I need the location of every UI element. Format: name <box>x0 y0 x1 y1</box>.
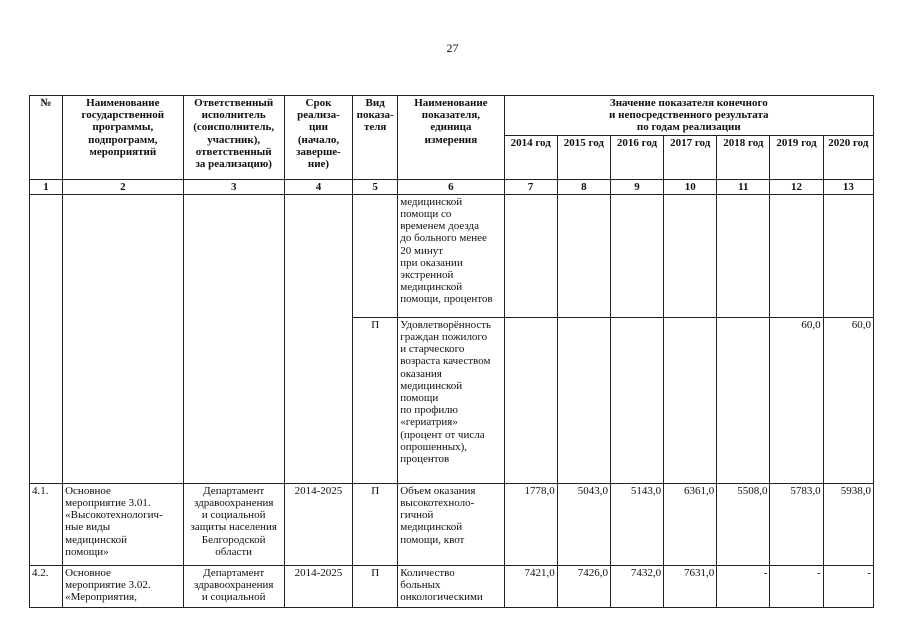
row-value <box>717 194 770 317</box>
row-value <box>717 317 770 483</box>
row-value <box>557 317 610 483</box>
row-value: 7432,0 <box>610 565 663 607</box>
row-name <box>63 194 183 483</box>
column-number: 9 <box>610 179 663 194</box>
row-no: 4.1. <box>30 483 63 565</box>
row-value <box>770 194 823 317</box>
row-value: - <box>717 565 770 607</box>
row-name: Основное мероприятие 3.02. «Мероприятия, <box>63 565 183 607</box>
column-number: 2 <box>63 179 183 194</box>
row-value <box>610 194 663 317</box>
row-value: 7426,0 <box>557 565 610 607</box>
row-value: - <box>823 565 873 607</box>
row-term <box>284 194 352 483</box>
column-number: 8 <box>557 179 610 194</box>
row-executor: Департамент здравоохранения и социальной <box>183 565 284 607</box>
row-value: 6361,0 <box>664 483 717 565</box>
row-indicator: Количество больных онкологическими <box>398 565 504 607</box>
row-value: 7421,0 <box>504 565 557 607</box>
row-value: 1778,0 <box>504 483 557 565</box>
column-number: 4 <box>284 179 352 194</box>
row-value <box>664 194 717 317</box>
row-value: 5508,0 <box>717 483 770 565</box>
results-table <box>29 95 874 608</box>
row-kind: П <box>353 565 398 607</box>
row-term: 2014-2025 <box>284 565 352 607</box>
header-no: № <box>30 96 63 180</box>
header-year: 2020 год <box>823 135 873 179</box>
row-value: 5783,0 <box>770 483 823 565</box>
header-year: 2016 год <box>610 135 663 179</box>
row-kind: П <box>353 317 398 483</box>
row-value <box>664 317 717 483</box>
row-value: - <box>770 565 823 607</box>
row-value <box>504 317 557 483</box>
row-no <box>30 194 63 483</box>
row-value: 60,0 <box>823 317 873 483</box>
header-name: Наименование государственной программы, подпрограмм, мероприятий <box>63 96 183 180</box>
header-executor: Ответственный исполнитель (соисполнитель, участник), ответственный за реализацию) <box>183 96 284 180</box>
row-value: 7631,0 <box>664 565 717 607</box>
header-indicator: Наименование показателя, единица измерения <box>398 96 504 180</box>
row-term: 2014-2025 <box>284 483 352 565</box>
page-number: 27 <box>446 41 459 55</box>
row-indicator: Удовлетворённость граждан пожилого и старческого возраста качеством оказания медицинской помощи по профилю «гериатрия» (процент от числа опрошенных), процентов <box>398 317 504 483</box>
column-number: 7 <box>504 179 557 194</box>
header-year: 2014 год <box>504 135 557 179</box>
table-row <box>30 194 874 317</box>
row-value: 5143,0 <box>610 483 663 565</box>
column-number: 3 <box>183 179 284 194</box>
row-indicator: Объем оказания высокотехноло- гичной медицинской помощи, квот <box>398 483 504 565</box>
column-number: 10 <box>664 179 717 194</box>
row-indicator: медицинской помощи со временем доезда до больного менее 20 минут при оказании экстренной медицинской помощи, процентов <box>398 194 504 317</box>
header-values-group: Значение показателя конечного и непосредственного результата по годам реализации <box>504 96 873 136</box>
header-year: 2017 год <box>664 135 717 179</box>
row-value: 5043,0 <box>557 483 610 565</box>
header-year: 2015 год <box>557 135 610 179</box>
table-row <box>30 565 874 607</box>
column-number: 1 <box>30 179 63 194</box>
row-executor <box>183 194 284 483</box>
header-kind: Вид показа- теля <box>353 96 398 180</box>
row-value: 60,0 <box>770 317 823 483</box>
row-kind: П <box>353 483 398 565</box>
row-kind <box>353 194 398 317</box>
row-no: 4.2. <box>30 565 63 607</box>
row-executor: Департамент здравоохранения и социальной защиты населения Белгородской области <box>183 483 284 565</box>
row-value <box>610 317 663 483</box>
header-term: Срок реализа- ции (начало, заверше- ние) <box>284 96 352 180</box>
column-number: 11 <box>717 179 770 194</box>
row-value: 5938,0 <box>823 483 873 565</box>
row-value <box>504 194 557 317</box>
column-number: 12 <box>770 179 823 194</box>
row-value <box>823 194 873 317</box>
row-name: Основное мероприятие 3.01. «Высокотехнологич- ные виды медицинской помощи» <box>63 483 183 565</box>
column-number: 5 <box>353 179 398 194</box>
column-number: 13 <box>823 179 873 194</box>
table-row <box>30 483 874 565</box>
column-number: 6 <box>398 179 504 194</box>
header-year: 2018 год <box>717 135 770 179</box>
row-value <box>557 194 610 317</box>
header-year: 2019 год <box>770 135 823 179</box>
